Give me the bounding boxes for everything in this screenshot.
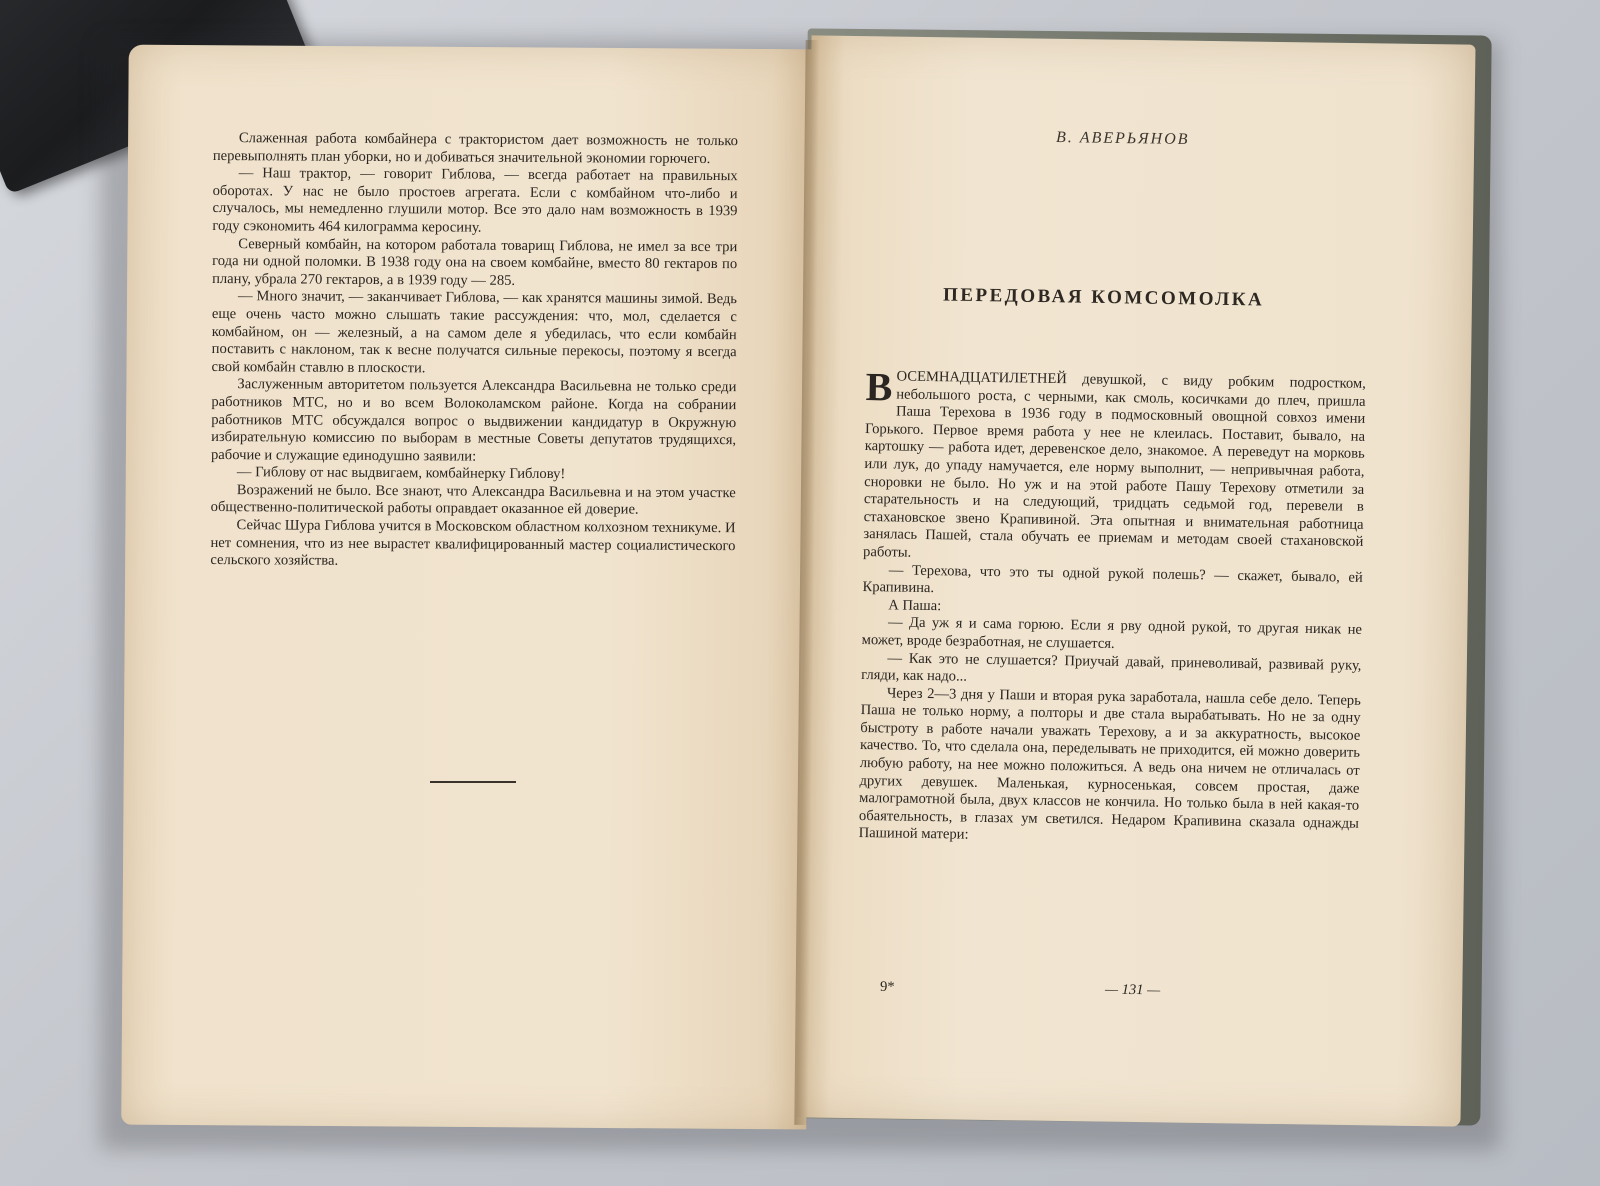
page-number: — 131 —: [1104, 981, 1161, 999]
left-paragraph: Слаженная работа комбайнера с трактористом дает возможность не только перевыполнять план уборки, но и добиваться значительной экономии горючего.: [212, 130, 738, 167]
left-paragraph: — Много значит, — заканчивает Гиблова, — как хранятся машины зимой. Ведь еще очень часто можно слышать такие рассуждения: что, мол, сделается с комбайном, он — железный, а на самом деле я убедилась, что если комбайн поставить с наклоном, так к весне получатся сильные перекосы, поэтому я всегда свой комбайн ставлю в плоскости.: [211, 288, 738, 377]
opening-paragraph: [862, 364, 1366, 569]
left-page-text: [210, 130, 738, 573]
right-page-text: [858, 364, 1366, 851]
right-paragraph: Через 2—3 дня у Паши и вторая рука заработала, нашла себе дело. Теперь Паша не только норму, а полторы и две стала вырабатывать. Но не за одну быстроту в работе начали уважать Терехову, а и за аккуратность, высокое качество. То, что сделала она, переделывать не приходится, ей можно доверить любую работу, на нее можно положиться. А ведь она ничем не отличалась от других девушек. Маленькая, курносенькая, совсем простая, даже малограмотной была, двух классов не кончила. Но только была в ней какая-то обаятельность, в глазах ум светился. Недаром Крапивина сказала однажды Пашиной матери:: [858, 685, 1361, 844]
running-head-author: В. АВЕРЬЯНОВ: [1055, 128, 1190, 149]
drop-cap: В: [865, 364, 893, 410]
left-paragraph: — Гиблову от нас выдвигаем, комбайнерку Гиблову!: [236, 464, 566, 483]
chapter-title: ПЕРЕДОВАЯ КОМСОМОЛКА: [942, 284, 1265, 311]
left-paragraph: Северный комбайн, на котором работала товарищ Гиблова, не имел за все три года ни одной поломки. В 1938 году она на своем комбайне, вместо 80 гектаров по плану, убрала 270 гектаров, а в 1939 году — 285.: [212, 235, 738, 289]
right-paragraph: — Терехова, что это ты одной рукой полешь? — скажет, бывало, ей Крапивина.: [862, 561, 1363, 597]
left-paragraph: Сейчас Шура Гиблова учится в Московском областном колхозном техникуме. И нет сомнения, что из нее вырастет квалифицированный мастер социалистического сельского хозяйства.: [210, 517, 736, 570]
left-paragraph: — Наш трактор, — говорит Гиблова, — всегда работает на правильных оборотах. У нас не было простоев агрегата. Если с комбайном что-либо и случалось, мы немедленно глушили мотор. Все это дало нам возможность в 1939 году сэкономить 464 килограмма керосину.: [212, 165, 738, 236]
end-of-chapter-rule: [430, 781, 516, 783]
printer-signature-mark: 9*: [879, 978, 895, 996]
right-paragraph: — Как это не слушается? Приучай давай, приневоливай, развивай руку, гляди, как надо...: [861, 649, 1362, 685]
right-paragraph: А Паша:: [888, 597, 942, 614]
right-paragraph: — Да уж я и сама горюю. Если я рву одной рукой, то другая никак не может, вроде безработная, не слушается.: [861, 614, 1363, 652]
left-paragraph: Возражений не было. Все знают, что Александра Васильевна и на этом участке общественно-политической работы оправдает оказанное ей доверие.: [210, 482, 736, 519]
opening-paragraph-text: ОСЕМНАДЦАТИЛЕТНЕЙ девушкой, с виду робким подростком, небольшого роста, с черными, как смоль, косичками до плеч, пришла Паша Терехова в 1936 году в подмосковный овощной совхоз имени Горького. Первое время работа у нее не клеилась. Поставит, бывало, на картошку — работа идет, деревенское дело, знакомое. А переведут на морковь или лук, до упаду намучается, еле норму выполнит, — непривычная работа, сноровки не было. Но уж и на этой работе Пашу Терехову отметили за старательность и на следующий, тридцать седьмой год, перевели в стахановское звено Крапивиной. Эта опытная и внимательная работница занялась Пашей, стала обучать ее приемам и методам своей стахановской работы.: [862, 368, 1366, 561]
left-paragraph: Заслуженным авторитетом пользуется Александра Васильевна не только среди работников МТС, но и во всем Волоколамском районе. Когда на собрании работников МТС обсуждался вопрос о выдвижении кандидатур в Окружную избирательную комиссию по выборам в местные Советы депутатов трудящихся, рабочие и служащие единодушно заявили:: [210, 376, 737, 465]
